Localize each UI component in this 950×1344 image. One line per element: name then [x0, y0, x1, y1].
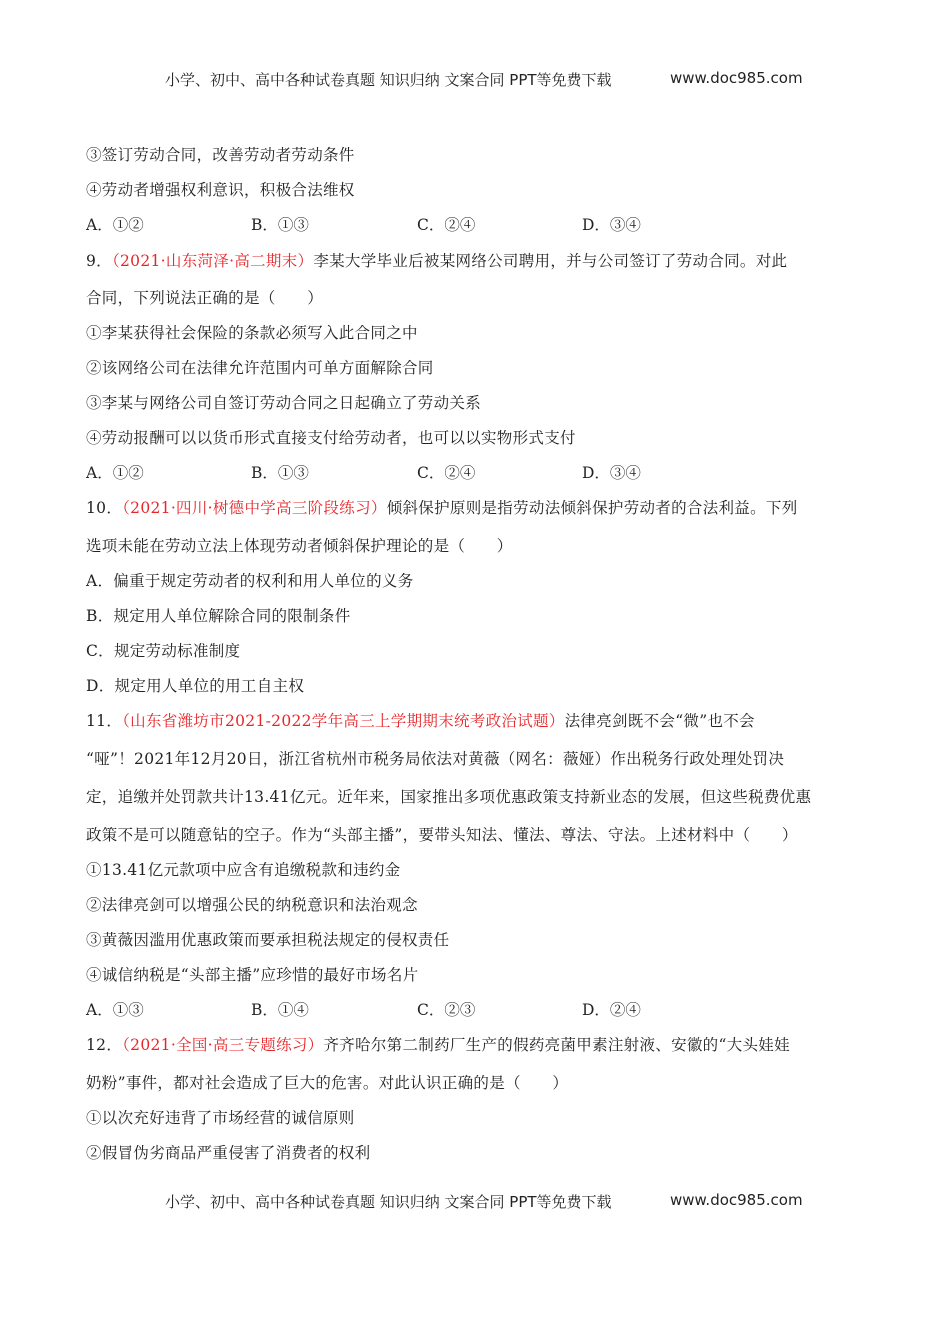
text-line: [86, 1073, 861, 1093]
line-text: “哑”！2021年12月20日，浙江省杭州市税务局依法对黄薇（网名：薇娅）作出税务行政处理处罚决: [86, 750, 785, 768]
question-number: 12．: [86, 1036, 123, 1054]
line-text: ②假冒伪劣商品严重侵害了消费者的权利: [86, 1144, 371, 1162]
line-text: ④诚信纳税是“头部主播”应珍惜的最好市场名片: [86, 966, 419, 984]
answer-option: D．②④: [582, 1001, 641, 1019]
text-line: [86, 676, 861, 696]
answer-option: A．①②: [86, 464, 144, 482]
line-text: 倾斜保护原则是指劳动法倾斜保护劳动者的合法利益。下列: [386, 499, 798, 517]
line-text: ①13.41亿元款项中应含有追缴税款和违约金: [86, 861, 401, 879]
line-text: 齐齐哈尔第二制药厂生产的假药亮菌甲素注射液、安徽的“大头娃娃: [323, 1036, 790, 1054]
answer-option: D．③④: [582, 216, 641, 234]
line-text: 李某大学毕业后被某网络公司聘用，并与公司签订了劳动合同。对此: [313, 252, 788, 270]
footer-text: 小学、初中、高中各种试卷真题 知识归纳 文案合同 PPT等免费下载: [165, 1193, 612, 1211]
line-text: ④劳动报酬可以以货币形式直接支付给劳动者，也可以以实物形式支付: [86, 429, 576, 447]
answer-option: B．①④: [251, 1001, 309, 1019]
question-number: 9．: [86, 252, 112, 270]
line-text: ③黄薇因滥用优惠政策而要承担税法规定的侵权责任: [86, 931, 450, 949]
text-line: [86, 323, 861, 343]
answer-option: A．①③: [86, 1001, 144, 1019]
answer-option: D．③④: [582, 464, 641, 482]
text-line: [86, 536, 861, 556]
line-text: A．偏重于规定劳动者的权利和用人单位的义务: [86, 572, 414, 590]
answer-option: C．②③: [417, 1001, 476, 1019]
answer-option: A．①②: [86, 216, 144, 234]
line-text: ③签订劳动合同，改善劳动者劳动条件: [86, 146, 355, 164]
question-line: [86, 498, 861, 518]
line-text: C．规定劳动标准制度: [86, 642, 241, 660]
text-line: [86, 965, 861, 985]
text-line: [86, 860, 861, 880]
question-source: （2021·四川·树德中学高三阶段练习）: [122, 499, 387, 517]
question-line: [86, 1035, 861, 1055]
question-number: 11．: [86, 712, 123, 730]
line-text: ②法律亮剑可以增强公民的纳税意识和法治观念: [86, 896, 418, 914]
text-line: [86, 606, 861, 626]
text-line: [86, 145, 861, 165]
text-line: [86, 787, 861, 807]
line-text: 合同，下列说法正确的是（ ）: [86, 289, 324, 307]
text-line: [86, 180, 861, 200]
footer-url: www.doc985.com: [670, 1191, 803, 1209]
answer-option: C．②④: [417, 464, 476, 482]
text-line: [86, 1143, 861, 1163]
line-text: ①李某获得社会保险的条款必须写入此合同之中: [86, 324, 418, 342]
line-text: 选项未能在劳动立法上体现劳动者倾斜保护理论的是（ ）: [86, 537, 513, 555]
text-line: [86, 428, 861, 448]
line-text: 定，追缴并处罚款共计13.41亿元。近年来，国家推出多项优惠政策支持新业态的发展，但这些税费优惠: [86, 788, 812, 806]
text-line: [86, 749, 861, 769]
text-line: [86, 393, 861, 413]
line-text: 政策不是可以随意钻的空子。作为“头部主播”，要带头知法、懂法、尊法、守法。上述材料中（ ）: [86, 826, 798, 844]
text-line: [86, 288, 861, 308]
text-line: [86, 571, 861, 591]
line-text: 法律亮剑既不会“微”也不会: [564, 712, 755, 730]
text-line: [86, 358, 861, 378]
line-text: ③李某与网络公司自签订劳动合同之日起确立了劳动关系: [86, 394, 482, 412]
text-line: [86, 895, 861, 915]
line-text: B．规定用人单位解除合同的限制条件: [86, 607, 351, 625]
header-url: www.doc985.com: [670, 69, 803, 87]
header-text: 小学、初中、高中各种试卷真题 知识归纳 文案合同 PPT等免费下载: [165, 71, 612, 89]
text-line: [86, 930, 861, 950]
line-text: ①以次充好违背了市场经营的诚信原则: [86, 1109, 355, 1127]
question-source: （2021·山东菏泽·高二期末）: [111, 252, 314, 270]
line-text: 奶粉”事件，都对社会造成了巨大的危害。对此认识正确的是（ ）: [86, 1074, 569, 1092]
text-line: [86, 641, 861, 661]
question-line: [86, 251, 861, 271]
question-number: 10．: [86, 499, 123, 517]
line-text: D．规定用人单位的用工自主权: [86, 677, 305, 695]
line-text: ④劳动者增强权利意识，积极合法维权: [86, 181, 355, 199]
question-line: [86, 711, 861, 731]
question-source: （2021·全国·高三专题练习）: [122, 1036, 324, 1054]
question-source: （山东省潍坊市2021-2022学年高三上学期期末统考政治试题）: [122, 712, 565, 730]
text-line: [86, 1108, 861, 1128]
answer-option: C．②④: [417, 216, 476, 234]
text-line: [86, 825, 861, 845]
answer-option: B．①③: [251, 464, 309, 482]
answer-option: B．①③: [251, 216, 309, 234]
line-text: ②该网络公司在法律允许范围内可单方面解除合同: [86, 359, 434, 377]
